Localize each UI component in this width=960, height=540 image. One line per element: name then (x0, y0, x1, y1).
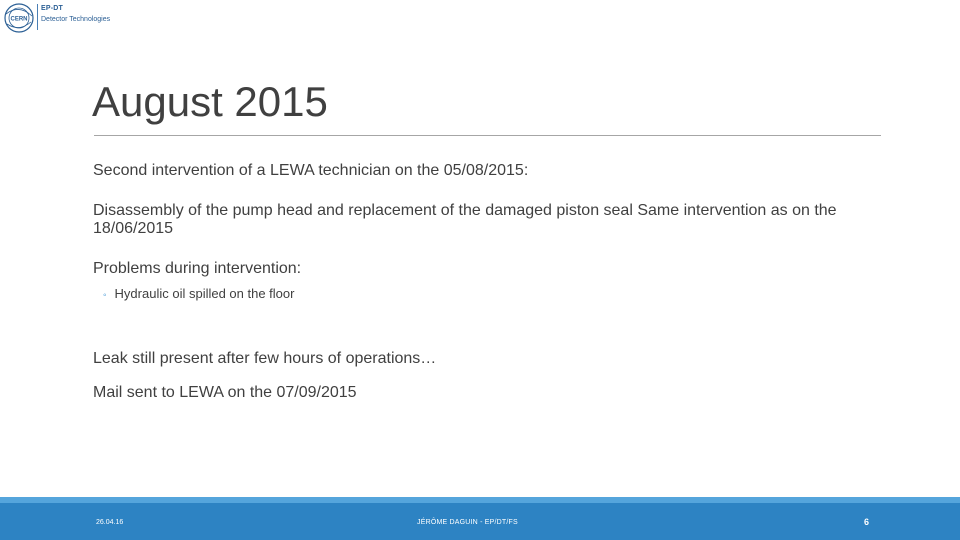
slide-title: August 2015 (92, 78, 328, 125)
cern-logo-icon (3, 2, 35, 34)
footer-author: JÉRÔME DAGUIN - EP/DT/FS (417, 519, 518, 526)
paragraph-intervention: Second intervention of a LEWA technician on the 05/08/2015: (93, 162, 529, 179)
logo-text: CERN (10, 16, 28, 23)
bullet-item (103, 286, 294, 301)
bullet-text: Hydraulic oil spilled on the floor (114, 286, 295, 301)
page-number: 6 (864, 517, 870, 527)
dept-name: Detector Technologies (41, 16, 111, 23)
title-underline (94, 135, 881, 136)
footer-date: 26.04.16 (96, 519, 124, 526)
paragraph-leak: Leak still present after few hours of operations… (93, 350, 437, 367)
logo-divider (37, 4, 38, 30)
cern-logo-block (0, 0, 140, 36)
footer-accent-strip (0, 497, 960, 503)
paragraph-disassembly: Disassembly of the pump head and replacement of the damaged piston seal Same intervention as on the 18/06/2015 (93, 202, 837, 237)
paragraph-mail: Mail sent to LEWA on the 07/09/2015 (93, 384, 357, 401)
footer-bar (0, 497, 960, 540)
org-name: EP-DT (41, 5, 63, 12)
bullet-circle-icon: ◦ (103, 290, 107, 301)
paragraph-problems: Problems during intervention: (93, 260, 302, 277)
